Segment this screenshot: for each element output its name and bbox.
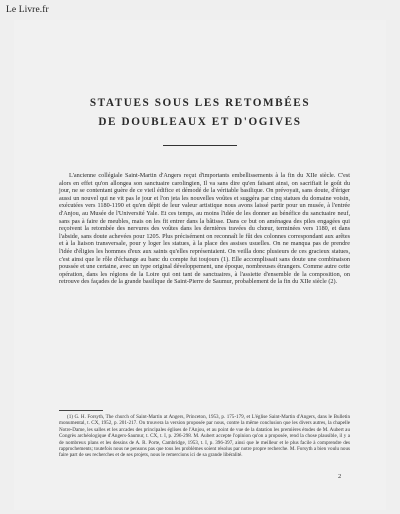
article-title-line2: DE DOUBLEAUX ET D'OGIVES bbox=[98, 116, 302, 128]
footnote bbox=[59, 414, 350, 459]
body-paragraph: L'ancienne collégiale Saint-Martin d'Angers reçut d'importants embellissements à la fin du XIIe siècle. C'est alors en effet qu'on allongea son sanctuaire carolingien, Il va sans dire qu'en faisant ainsi, on sacrifiait le goût du jour, ne se contentant guère de ce vieil édifice et démodé de la véritable basilique. On prévoyait, sans doute, d'ériger aussi un nouvel qui ne vit pas le jour et l'on jeta les nouvelles voûtes et suggéra par cinq statues du domaine voisin, exécutées vers 1180-1190 et qu'en dépit de leur valeur artistique nous avons laissé partir pour un musée, à l'entrée d'Anjou, au Musée de l'Université Yale. Et ces temps, au moins l'idée de les donner au bénéfice du sanctuaire neuf, sans pas à faire de meubles, mais on les fit entrer dans la bâtisse. Dans ce but on aménagea des piles engagées qui reçoivent la retombée des nervures des voûtes dans les dernières travées du chœur, terminées vers 1180, et dans l'abside, sans doute achevées pour 1205. Plus précisément on reconnaît le fût des colonnes correspondant aux arêtes et à la liaison transversale, pour y loger les statues, à la place des assises usuelles. On ne manqua pas de prendre l'idée d'éligies les hommes d'eux aux saints qu'elles représentaient. On veilla donc plusieurs de ces gracieux statues, c'est ainsi que le rôle d'échange au banc du compte fut toujours (1). Elle accomplissait sans doute une combinaison poussée et une certaine, avec un type original développement, une époque, nombreuses étrangers. Comme autre cette opération, dans les régions de la Loire qui ont tant de sanctuaires, à l'assiette d'ensemble de la composition, on retrouve des façades de la grande basilique de Saint-Pierre de Saumur, probablement de la fin du XIIe siècle (2). bbox=[59, 172, 350, 286]
footnote-text: (1) G. H. Forsyth, The church of Saint-Martin at Angers, Princeton, 1953, p. 175-179, et L'église Saint-Martin d'Angers, dans le Bulletin monumental, t. CX, 1952, p. 201-217. On trouvera la version proposée par nous, contre la même conclusion que les divers autres, la chapelle Notre-Dame, les salles et les arcades des principales églises de l'Anjou, et au point de vue de la datation les premières études de M. Aubert au Congrès archéologique d'Angers-Saumur, t. CX, t. I, p. 296-298. M. Aubert accepte l'opinion qu'on a proposée, rend la chose plausible, il y a de nombreux plans et les dessins de A. R. Porte, Cambridge, 1953, t. I, p. 396-397, ainsi que le meilleur et le plus facile à comprendre des rapprochements; toutefois nous ne pensons pas que tous les problèmes soient résolus par notre propre recherche. M. Forsyth a bien voulu nous faire part de ses recherches et de ses projets, nous le remercions ici de sa grande libéralité. bbox=[59, 414, 350, 459]
page-number: 2 bbox=[338, 473, 342, 480]
title-divider bbox=[163, 145, 237, 146]
article-title-line1: STATUES SOUS LES RETOMBÉES bbox=[89, 97, 311, 109]
footnote-divider bbox=[59, 410, 103, 411]
article-body bbox=[59, 172, 350, 286]
site-logo[interactable]: Le Livre.fr bbox=[6, 5, 49, 15]
